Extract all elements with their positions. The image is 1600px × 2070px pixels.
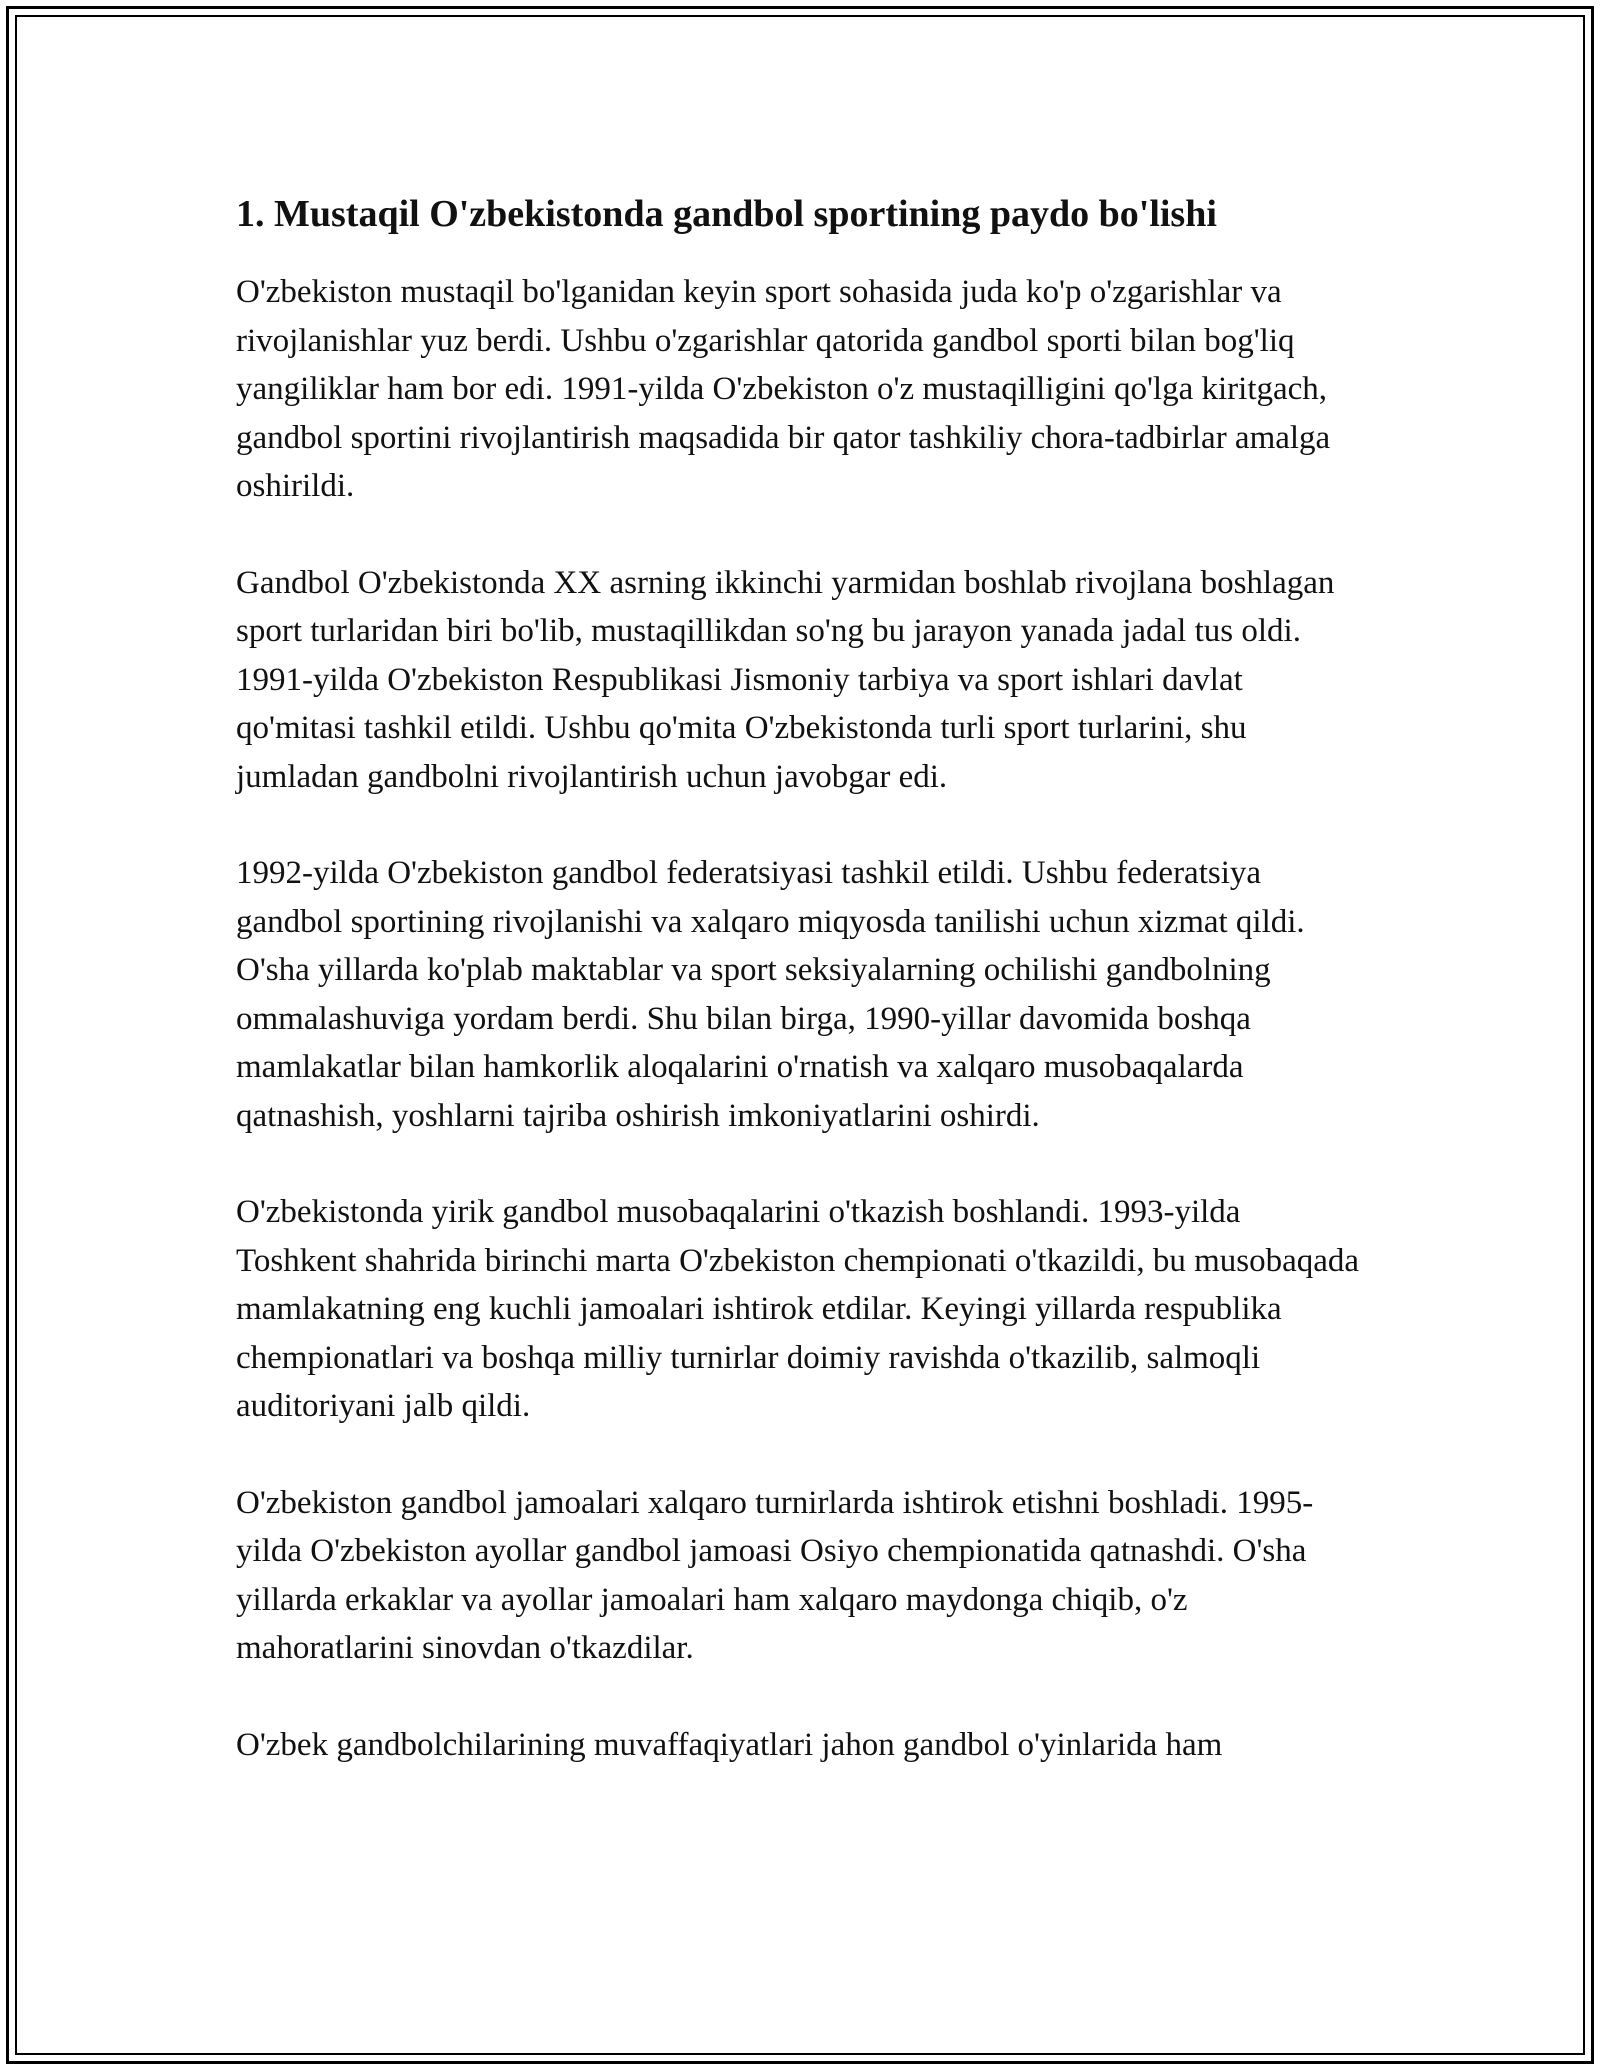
paragraph-4: O'zbekistonda yirik gandbol musobaqalarini o'tkazish boshlandi. 1993-yilda Toshkent shahrida birinchi marta O'zbekiston chempionati o'tkazildi, bu musobaqada mamlakatning eng kuchli jamoalari ishtirok etdilar. Keyingi yillarda respublika chempionatlari va boshqa milliy turnirlar doimiy ravishda o'tkazilib, salmoqli auditoriyani jalb qildi. xyxy=(236,1194,1360,1424)
paragraph-2: Gandbol O'zbekistonda XX asrning ikkinchi yarmidan boshlab rivojlana boshlagan sport turlaridan biri bo'lib, mustaqillikdan so'ng bu jarayon yanada jadal tus oldi. 1991-yilda O'zbekiston Respublikasi Jismoniy tarbiya va sport ishlari davlat qo'mitasi tashkil etildi. Ushbu qo'mita O'zbekistonda turli sport turlarini, shu jumladan gandbolni rivojlantirish uchun javobgar edi. xyxy=(236,564,1335,795)
paragraph-1: O'zbekiston mustaqil bo'lganidan keyin sport sohasida juda ko'p o'zgarishlar va rivojlanishlar yuz berdi. Ushbu o'zgarishlar qatorida gandbol sporti bilan bog'liq yangiliklar ham bor edi. 1991-yilda O'zbekiston o'z mustaqilligini qo'lga kiritgach, gandbol sportini rivojlantirish maqsadida bir qator tashkiliy chora-tadbirlar amalga oshirildi. xyxy=(236,274,1331,504)
paragraph-5: O'zbekiston gandbol jamoalari xalqaro turnirlarda ishtirok etishni boshladi. 1995-yilda O'zbekiston ayollar gandbol jamoasi Osiyo chempionatida qatnashdi. O'sha yillarda erkaklar va ayollar jamoalari ham xalqaro maydonga chiqib, o'z mahoratlarini sinovdan o'tkazdilar. xyxy=(236,1484,1314,1666)
section-heading: 1. Mustaqil O'zbekistonda gandbol sportining paydo bo'lishi xyxy=(236,193,1217,235)
paragraph-3: 1992-yilda O'zbekiston gandbol federatsiyasi tashkil etildi. Ushbu federatsiya gandbol sportining rivojlanishi va xalqaro miqyosda tanilishi uchun xizmat qildi. O'sha yillarda ko'plab maktablar va sport seksiyalarning ochilishi gandbolning ommalashuviga yordam berdi. Shu bilan birga, 1990-yillar davomida boshqa mamlakatlar bilan hamkorlik aloqalarini o'rnatish va xalqaro musobaqalarda qatnashish, yoshlarni tajriba oshirish imkoniyatlarini oshirdi. xyxy=(236,855,1305,1134)
paragraph-6: O'zbek gandbolchilarining muvaffaqiyatlari jahon gandbol o'yinlarida ham xyxy=(236,1726,1223,1763)
document-body xyxy=(236,190,1366,1817)
